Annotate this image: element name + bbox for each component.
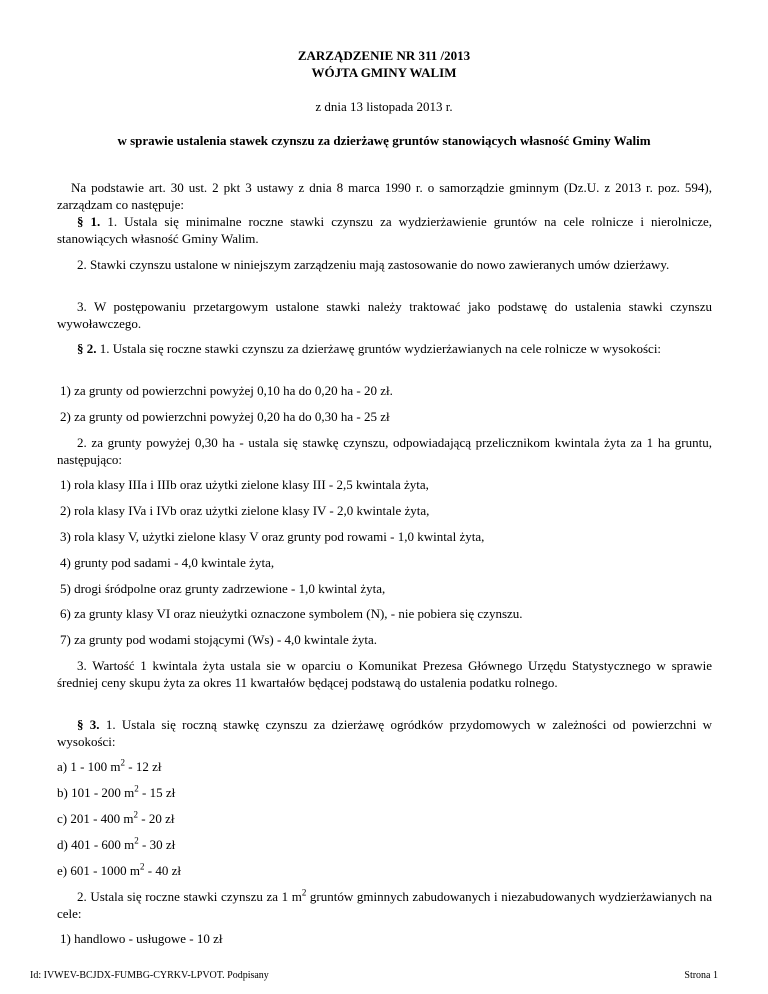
section-1-text-1: 1. Ustala się minimalne roczne stawki czynszu za wydzierżawienie gruntów na cele rolnicze i nierolnicze, stanowiących własność Gminy Walim. (57, 214, 713, 246)
list-item: 7) za grunty pod wodami stojącymi (Ws) - 4,0 kwintale żyta. (60, 632, 377, 647)
list-item: 5) drogi śródpolne oraz grunty zadrzewione - 1,0 kwintal żyta, (60, 581, 386, 596)
section-3-text-1: 1. Ustala się roczną stawkę czynszu za dzierżawę ogródków przydomowych w zależności od powierzchni w wysokości: (57, 717, 713, 749)
list-item: 3) rola klasy V, użytki zielone klasy V oraz grunty pod rowami - 1,0 kwintal żyta, (60, 529, 485, 544)
document-title-line1: ZARZĄDZENIE NR 311 /2013 (297, 48, 471, 63)
list-item: 1) za grunty od powierzchni powyżej 0,10 ha do 0,20 ha - 20 zł. (60, 383, 393, 398)
list-item: e) 601 - 1000 $m^2 - 40$ zł (57, 861, 182, 878)
list-item: 2) rola klasy IVa i IVb oraz użytki zielone klasy IV - 2,0 kwintale żyta, (60, 503, 430, 518)
section-2-paragraph-1 (57, 340, 712, 357)
section-1-mark: § 1. (77, 214, 101, 229)
section-2-mark: § 2. (77, 341, 97, 356)
section-3-mark: § 3. (77, 717, 100, 732)
footer-page-number: Strona 1 (684, 970, 718, 981)
section-1-paragraph-1 (57, 213, 712, 247)
document-subject: w sprawie ustalenia stawek czynszu za dzierżawę gruntów stanowiących własność Gminy Walim (117, 133, 651, 148)
document-date: z dnia 13 listopada 2013 r. (315, 99, 453, 114)
section-2-text-1: 1. Ustala się roczne stawki czynszu za dzierżawę gruntów wydzierżawianych na cele rolnicze w wysokości: (99, 341, 662, 356)
list-item: 1) handlowo - usługowe - 10 zł (60, 931, 223, 946)
section-2-paragraph-2: 2. za grunty powyżej 0,30 ha - ustala się stawkę czynszu, odpowiadającą przelicznikom kwintala żyta za 1 ha gruntu, następująco: (57, 435, 712, 467)
document-title-line2: WÓJTA GMINY WALIM (311, 65, 457, 80)
section-2-paragraph-3: 3. Wartość 1 kwintala żyta ustala sie w oparciu o Komunikat Prezesa Głównego Urzędu Statystycznego w sprawie średniej ceny skupu żyta za okres 11 kwartałów będącej podstawą do ustalenia podatku rolnego. (57, 658, 712, 690)
section-1-paragraph-3: 3. W postępowaniu przetargowym ustalone stawki należy traktować jako podstawę do ustalenia stawki czynszu wywoławczego. (57, 299, 712, 331)
section-3-paragraph-2: 2. Ustala się roczne stawki czynszu za 1 $m^2$ gruntów gminnych zabudowanych i niezabudowanych wydzierżawianych na cele: (57, 887, 712, 921)
list-item: a) 1 - 100 $m^2 - 12$ zł (57, 757, 162, 774)
list-item: 2) za grunty od powierzchni powyżej 0,20 ha do 0,30 ha - 25 zł (60, 409, 390, 424)
list-item: b) 101 - 200 $m^2 - 15$ zł (57, 783, 176, 800)
list-item: c) 201 - 400 $m^2 - 20$ zł (57, 809, 175, 826)
footer-document-id: Id: IVWEV-BCJDX-FUMBG-CYRKV-LPVOT. Podpisany (30, 970, 269, 981)
list-item: 1) rola klasy IIIa i IIIb oraz użytki zielone klasy III - 2,5 kwintala żyta, (60, 477, 429, 492)
section-1-paragraph-2: 2. Stawki czynszu ustalone w niniejszym zarządzeniu mają zastosowanie do nowo zawieranych umów dzierżawy. (77, 257, 670, 272)
intro-paragraph: Na podstawie art. 30 ust. 2 pkt 3 ustawy z dnia 8 marca 1990 r. o samorządzie gminnym (Dz.U. z 2013 r. poz. 594), zarządzam co następuje: (57, 180, 712, 212)
list-item: d) 401 - 600 $m^2 - 30$ zł (57, 835, 176, 852)
list-item: 4) grunty pod sadami - 4,0 kwintale żyta, (60, 555, 275, 570)
list-item: 6) za grunty klasy VI oraz nieużytki oznaczone symbolem (N), - nie pobiera się czynszu. (60, 606, 523, 621)
section-3-paragraph-1 (57, 716, 712, 750)
